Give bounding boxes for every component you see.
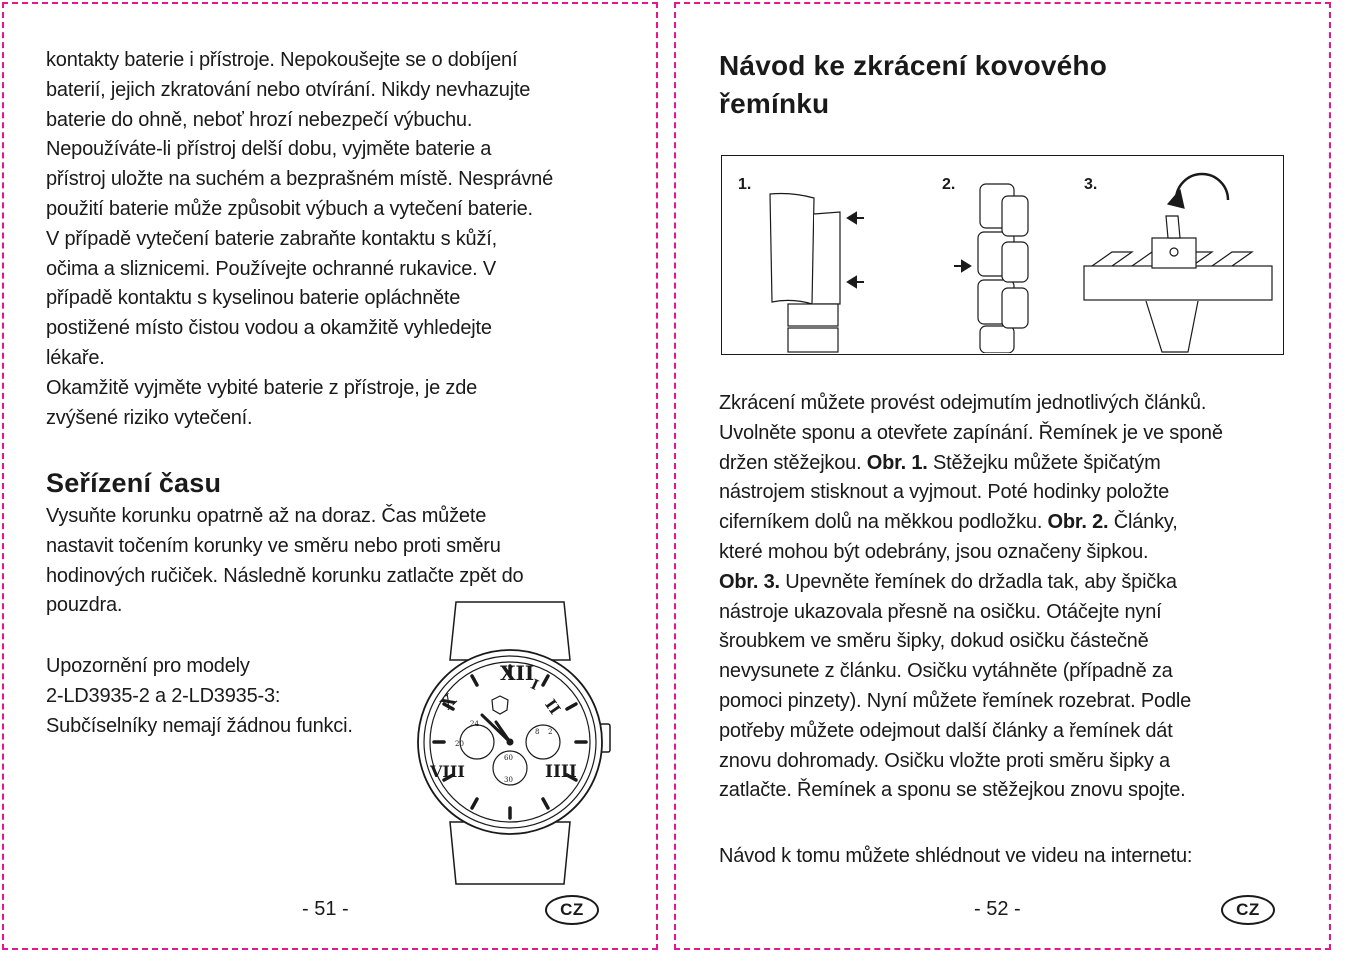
- model-note: [46, 652, 406, 741]
- subdial-label: 30: [504, 776, 513, 784]
- instructions-text: [719, 389, 1309, 806]
- text-line: nastavit točením korunky ve směru nebo proti směru: [46, 534, 501, 557]
- text-line: přístroj uložte na suchém a bezprašném místě. Nesprávné: [46, 168, 554, 191]
- text-segment: které mohou být odebrány, jsou označeny šipkou.: [719, 540, 1149, 563]
- text-line: V případě vytečení baterie zabraňte kontaktu s kůží,: [46, 227, 497, 250]
- watch-numeral-two: II: [541, 695, 564, 718]
- text-line: [719, 627, 1309, 657]
- text-line: [719, 508, 1309, 538]
- text-line: postižené místo čistou vodou a okamžitě vyhledejte: [46, 317, 492, 340]
- step-1-illustration: [770, 194, 864, 353]
- title-line: Návod ke zkrácení kovového: [719, 50, 1108, 81]
- strap-figure: [721, 155, 1284, 355]
- subdial-label: 20: [455, 740, 464, 748]
- text-line: [719, 687, 1309, 717]
- text-segment: Články,: [1108, 511, 1178, 534]
- note-title-line: Upozornění pro modely: [46, 655, 250, 677]
- text-segment: Upevněte řemínek do držadla tak, aby špička: [779, 570, 1177, 593]
- step-3-illustration: [1084, 174, 1272, 352]
- text-line: Subčíselníky nemají žádnou funkci.: [46, 714, 353, 737]
- figure-label: 3.: [1084, 176, 1098, 193]
- text-segment: zatlačte. Řemínek a sponu se stěžejkou znovu spojte.: [719, 779, 1186, 802]
- figure-label: 1.: [738, 176, 752, 193]
- text-line: [719, 538, 1309, 568]
- watch-numeral-twelve: XII: [500, 661, 535, 685]
- watch-numeral-eight: VIII: [430, 762, 465, 781]
- text-segment: znovu dohromady. Osičku vložte proti směru šipky a: [719, 749, 1170, 772]
- text-line: případě kontaktu s kyselinou baterie opláchněte: [46, 287, 461, 310]
- text-segment: potřeby můžete odejmout další články a řemínek dát: [719, 719, 1173, 742]
- text-line: Nepoužíváte-li přístroj delší dobu, vyjměte baterie a: [46, 138, 492, 161]
- figure-ref: Obr. 1.: [866, 451, 928, 474]
- text-line: [719, 389, 1309, 419]
- text-line: [719, 419, 1309, 449]
- text-segment: Zkrácení můžete provést odejmutím jednotlivých článků.: [719, 392, 1207, 414]
- text-line: [719, 776, 1309, 806]
- text-line: hodinových ručiček. Následně korunku zatlačte zpět do: [46, 564, 524, 587]
- text-line: [719, 449, 1309, 479]
- subdial-label: 60: [504, 754, 513, 762]
- language-badge: CZ: [545, 895, 599, 925]
- subdial-label: 24: [470, 720, 479, 728]
- text-line: očima a sliznicemi. Používejte ochranné rukavice. V: [46, 257, 497, 280]
- text-segment: Uvolněte sponu a otevřete zapínání. Řemínek je ve sponě: [719, 421, 1223, 444]
- text-segment: nevysunete z článku. Osičku vytáhněte (případně za: [719, 660, 1173, 683]
- watch-numeral-four: IIII: [545, 762, 577, 782]
- battery-safety-text: [46, 46, 636, 433]
- text-line: [719, 598, 1309, 628]
- step-2-illustration: [954, 184, 1028, 353]
- figure-label: 2.: [942, 176, 956, 193]
- text-line: pouzdra.: [46, 594, 123, 617]
- text-line: [719, 657, 1309, 687]
- text-line: Vysuňte korunku opatrně až na doraz. Čas můžete: [46, 505, 487, 527]
- text-line: [719, 568, 1309, 598]
- text-line: zvýšené riziko vytečení.: [46, 406, 253, 429]
- text-line: [719, 717, 1309, 747]
- watch-numeral-ten: X: [437, 690, 461, 715]
- watch-numeral-one: I: [528, 676, 541, 694]
- language-badge: CZ: [1221, 895, 1275, 925]
- section-heading-time-setting: Seřízení času: [46, 468, 222, 498]
- text-segment: nástrojem stisknout a vyjmout. Poté hodinky položte: [719, 481, 1170, 504]
- text-line: kontakty baterie i přístroje. Nepokoušejte se o dobíjení: [46, 49, 518, 71]
- text-line: Okamžitě vyjměte vybité baterie z přístroje, je zde: [46, 376, 478, 399]
- page-number: - 51 -: [302, 898, 349, 920]
- text-line: [719, 747, 1309, 777]
- page-number: - 52 -: [974, 898, 1021, 920]
- text-line: baterií, jejich zkratování nebo otvírání. Nikdy nevhazujte: [46, 78, 531, 101]
- title-line: řemínku: [719, 88, 830, 119]
- text-segment: pomoci pinzety). Nyní můžete řemínek rozebrat. Podle: [719, 689, 1192, 712]
- text-segment: držen stěžejkou.: [719, 451, 867, 474]
- subdial-label: 8: [535, 728, 540, 736]
- text-segment: šroubkem ve směru šipky, dokud osičku částečně: [719, 630, 1149, 653]
- text-segment: nástroje ukazovala přesně na osičku. Otáčejte nyní: [719, 600, 1162, 623]
- text-line: [719, 478, 1309, 508]
- text-segment: ciferníkem dolů na měkkou podložku.: [719, 511, 1048, 534]
- page-title: [719, 47, 1107, 123]
- text-line: lékaře.: [46, 346, 105, 369]
- note-title-line: 2-LD3935-2 a 2-LD3935-3:: [46, 684, 281, 707]
- figure-ref: Obr. 2.: [1047, 511, 1109, 534]
- watch-illustration: [400, 598, 620, 888]
- text-line: použití baterie může způsobit výbuch a vytečení baterie.: [46, 197, 533, 220]
- subdial-label: 2: [548, 728, 553, 736]
- figure-ref: Obr. 3.: [719, 570, 780, 593]
- video-hint: Návod k tomu můžete shlédnout ve videu na internetu:: [719, 845, 1193, 867]
- text-line: baterie do ohně, neboť hrozí nebezpečí výbuchu.: [46, 108, 473, 131]
- text-segment: Stěžejku můžete špičatým: [927, 451, 1161, 474]
